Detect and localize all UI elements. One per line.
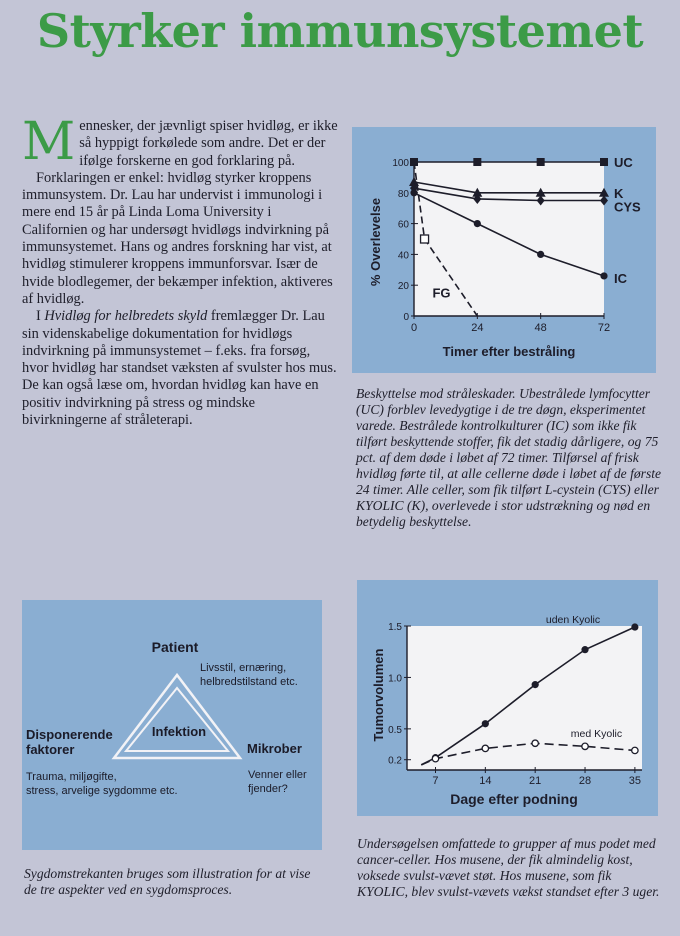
- tumor-chart-ylabel: Tumorvolumen: [371, 648, 386, 742]
- survival-chart: [352, 127, 656, 373]
- survival-chart-y-tick-label: 40: [397, 250, 409, 262]
- disease-triangle-panel: [22, 600, 322, 850]
- triangle-left-sub-1: Trauma, miljøgifte,: [26, 771, 117, 783]
- triangle-right-sub-2: fjender?: [248, 783, 288, 795]
- survival-series-ic-point: [537, 251, 544, 258]
- tumor-chart-y-tick-label: 0.2: [388, 755, 402, 767]
- article-body: [22, 112, 340, 429]
- survival-chart-x-tick-label: 72: [597, 322, 611, 334]
- article-paragraph-1-text: ennesker, der jævnligt spiser hvidløg, er ikke så hyppigt forkølede som andre. Det er der ifølge forskerne en god forklaring på.: [79, 118, 338, 169]
- tumor-chart-x-tick-label: 35: [628, 775, 642, 787]
- survival-series-k-label: K: [614, 185, 624, 201]
- tumor-series-uden-kyolic-point: [631, 623, 638, 630]
- survival-chart-y-tick-label: 60: [397, 219, 409, 231]
- survival-chart-x-tick-label: 48: [534, 322, 547, 334]
- tumor-series-med-kyolic-point: [432, 755, 438, 761]
- book-title: Hvidløg for helbredets skyld: [44, 308, 208, 325]
- survival-series-ic-label: IC: [614, 270, 627, 286]
- triangle-center-label: Infektion: [151, 724, 207, 739]
- tumor-series-uden-kyolic-point: [581, 646, 588, 653]
- article-paragraph-1: [22, 112, 340, 172]
- survival-series-uc-point: [537, 158, 545, 166]
- survival-chart-y-tick-label: 20: [397, 281, 409, 293]
- survival-chart-panel: [352, 127, 656, 373]
- survival-series-cys-label: CYS: [614, 199, 641, 215]
- tumor-chart-panel: [357, 580, 658, 816]
- survival-chart-caption: Beskyttelse mod stråleskader. Ubestrålede lymfocytter (UC) forblev levedygtige i de tre døgn, eksperimentet varede. Bestrålede kontrolkulturer (IC) som ikke fik tilført beskyttende stoffer, fik det stadig dårligere, og 75 pct. af dem døde i løbet af 72 timer. Tilførsel af frisk hvidløg førte til, at alle cellerne døde i løbet af de første 24 timer. Alle celler, som fik tilført L-cystein (CYS) eller KYOLIC (K), overlevede i stor udstrækning og nød en betydelig beskyttelse.: [356, 386, 662, 529]
- tumor-series-uden-kyolic-point: [532, 681, 539, 688]
- tumor-series-med-kyolic-point: [582, 743, 588, 749]
- survival-series-ic-point: [410, 189, 417, 196]
- survival-chart-x-tick-label: 24: [471, 322, 484, 334]
- triangle-right-label: Mikrober: [247, 741, 302, 756]
- triangle-patient-sub-2: helbredstilstand etc.: [200, 676, 298, 688]
- article-paragraph-3: [22, 308, 340, 429]
- tumor-chart-y-tick-label: 0.5: [388, 724, 402, 736]
- triangle-caption: Sygdomstrekanten bruges som illustration for at vise de tre aspekter ved en sygdomsproces.: [24, 866, 311, 897]
- survival-chart-y-tick-label: 100: [392, 158, 409, 169]
- survival-series-fg-point: [421, 235, 429, 243]
- survival-series-uc-point: [600, 158, 608, 166]
- tumor-series-med-kyolic-point: [532, 740, 538, 746]
- tumor-chart-x-tick-label: 14: [479, 775, 492, 787]
- tumor-series-med-kyolic-point: [482, 745, 488, 751]
- tumor-chart-x-tick-label: 21: [529, 775, 542, 787]
- survival-chart-y-tick-label: 80: [397, 188, 409, 200]
- survival-chart-y-tick-label: 0: [403, 312, 409, 323]
- tumor-chart-x-tick-label: 28: [578, 775, 592, 787]
- tumor-chart-y-tick-label: 1.5: [388, 622, 402, 633]
- article-paragraph-2: Forklaringen er enkel: hvidløg styrker kroppens immunsystem. Dr. Lau har undervist i immunologi i mere end 15 år på Linda Loma University i Californien og har undersøgt hvidløgs indvirkning på immunsystemet. Hans og andres forskning har vist, at hvidløg stimulerer kroppens immunforsvar. Især de hvide blodlegemer, der bekæmper infektion, aktiveres af hvidløg.: [22, 169, 333, 307]
- tumor-series-med-kyolic-label: med Kyolic: [570, 728, 623, 741]
- tumor-series-uden-kyolic-label: uden Kyolic: [545, 613, 601, 626]
- triangle-left-label-2: faktorer: [26, 742, 75, 757]
- tumor-chart-x-tick-label: 7: [432, 775, 439, 787]
- survival-chart-ylabel: % Overlevelse: [368, 197, 383, 287]
- survival-chart-x-tick-label: 0: [410, 322, 418, 334]
- triangle-inner: [126, 688, 228, 751]
- survival-series-ic-point: [474, 220, 481, 227]
- drop-cap: M: [22, 112, 76, 172]
- tumor-chart: [357, 580, 658, 816]
- triangle-patient-label: Patient: [151, 639, 199, 655]
- survival-series-ic-point: [600, 272, 607, 279]
- tumor-chart-y-tick-label: 1.0: [388, 673, 402, 685]
- triangle-left-sub-2: stress, arvelige sygdomme etc.: [26, 785, 178, 797]
- survival-chart-xlabel: Timer efter bestråling: [442, 344, 576, 359]
- tumor-series-uden-kyolic-point: [482, 720, 489, 727]
- page-title: Styrker immunsystemet: [36, 4, 644, 58]
- disease-triangle: [22, 600, 322, 850]
- article-paragraph-3-rest: fremlægger Dr. Lau sin videnskabelige dokumentation for hvidløgs indvirkning på immunsystemet – f.eks. fra forsøg, hvor hvidløg har standset væksten af svulster hos mus. De kan også læse om, hvordan hvidløg kan have en positiv indvirkning på stress og mindske bivirkningerne af stråleterapi.: [22, 308, 337, 429]
- survival-series-fg-label: FG: [432, 285, 451, 301]
- triangle-patient-sub-1: Livsstil, ernæring,: [200, 662, 287, 674]
- tumor-chart-caption: Undersøgelsen omfattede to grupper af mus podet med cancer-celler. Hos musene, der fik almindelig kost, voksede svulst-vævet støt. Hos musene, som fik KYOLIC, blev svulst-vævets vækst standset efter 3 uger.: [357, 836, 660, 899]
- triangle-left-label-1: Disponerende: [26, 727, 113, 742]
- tumor-chart-xlabel: Dage efter podning: [450, 791, 578, 807]
- tumor-series-med-kyolic-point: [632, 747, 638, 753]
- survival-series-uc-point: [473, 158, 481, 166]
- survival-series-uc-label: UC: [614, 155, 633, 170]
- article-paragraph-3-lead: I: [36, 308, 45, 325]
- triangle-right-sub-1: Venner eller: [248, 769, 307, 781]
